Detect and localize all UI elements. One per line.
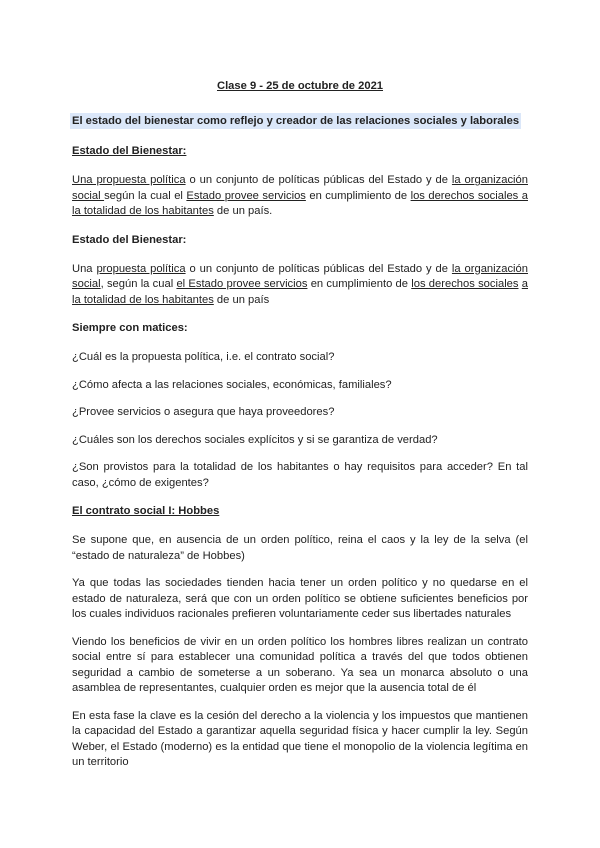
page-title: Clase 9 - 25 de octubre de 2021 (216, 80, 384, 92)
body-paragraph: Ya que todas las sociedades tienden hacia tener un orden político y no quedarse en el estado de naturaleza, será que con un orden político se obtiene suficientes beneficios por los cuales individuos racionales prefieren voluntariamente ceder sus libertades naturales (72, 577, 528, 620)
question-item: ¿Provee servicios o asegura que haya proveedores? (72, 406, 335, 418)
s2-text-1: Una (72, 262, 97, 275)
question-item: ¿Cuál es la propuesta política, i.e. el contrato social? (72, 351, 335, 363)
main-heading-text: El estado del bienestar como reflejo y creador de las relaciones sociales y laborales (72, 115, 520, 127)
body-paragraph: Se supone que, en ausencia de un orden político, reina el caos y la ley de la selva (el “estado de naturaleza” de Hobbes) (72, 534, 528, 562)
s2-underlined-4: los derechos sociales (411, 278, 519, 290)
question-item: ¿Son provistos para la totalidad de los habitantes o hay requisitos para acceder? En tal caso, ¿cómo de exigentes? (72, 461, 528, 489)
body-paragraph: En esta fase la clave es la cesión del derecho a la violencia y los impuestos que mantienen la capacidad del Estado a garantizar aquella seguridad física y hacer cumplir la ley. Según Weber, el Estado (moderno) es la entidad que tiene el monopolio de la violencia legítima en un territorio (72, 709, 528, 768)
s1-text-1: o un conjunto de políticas públicas del Estado y de (185, 174, 452, 186)
section3-heading: Siempre con matices: (72, 322, 188, 334)
body-paragraph: Viendo los beneficios de vivir en un orden político los hombres libres realizan un contrato social entre sí para establecer una comunidad política a través del que todos obtienen seguridad a cambio de someterse a un soberano. Ya sea un monarca absoluto o una asamblea de representantes, cualquier orden es mejor que la ausencia total de él (72, 635, 528, 694)
s2-text-4: en cumplimiento de (307, 278, 412, 290)
s2-underlined-1: propuesta política (96, 262, 186, 275)
section1-heading: Estado del Bienestar: (72, 145, 187, 157)
s1-underlined-4: los derechos sociales a la totalidad de los habitantes (72, 189, 528, 217)
section4-heading: El contrato social I: Hobbes (72, 505, 220, 517)
s2-underlined-2: la organización social (72, 262, 528, 290)
s1-underlined-2: la organización social (72, 174, 528, 202)
section1-paragraph (72, 173, 528, 220)
s2-text-3: , según la cual (100, 278, 177, 290)
section2-heading: Estado del Bienestar: (72, 233, 187, 246)
s1-underlined-1: Una propuesta política (72, 174, 186, 186)
main-heading (72, 113, 528, 129)
question-item: ¿Cuáles son los derechos sociales explícitos y si se garantiza de verdad? (72, 433, 438, 446)
s2-underlined-3: el Estado provee servicios (176, 278, 308, 290)
s1-text-4: de un país. (213, 205, 273, 217)
section2-paragraph (72, 262, 528, 309)
question-item: ¿Cómo afecta a las relaciones sociales, económicas, familiales? (72, 378, 392, 391)
s2-text-2: o un conjunto de políticas públicas del Estado y de (185, 262, 452, 275)
document-page (72, 78, 528, 783)
s1-underlined-3: Estado provee servicios (186, 189, 306, 202)
s1-text-3: en cumplimiento de (305, 189, 411, 202)
s2-text-6: de un país (213, 293, 270, 306)
s2-underlined-5: a la totalidad de los habitantes (72, 278, 528, 306)
s1-text-2: según la cual el (104, 189, 187, 202)
